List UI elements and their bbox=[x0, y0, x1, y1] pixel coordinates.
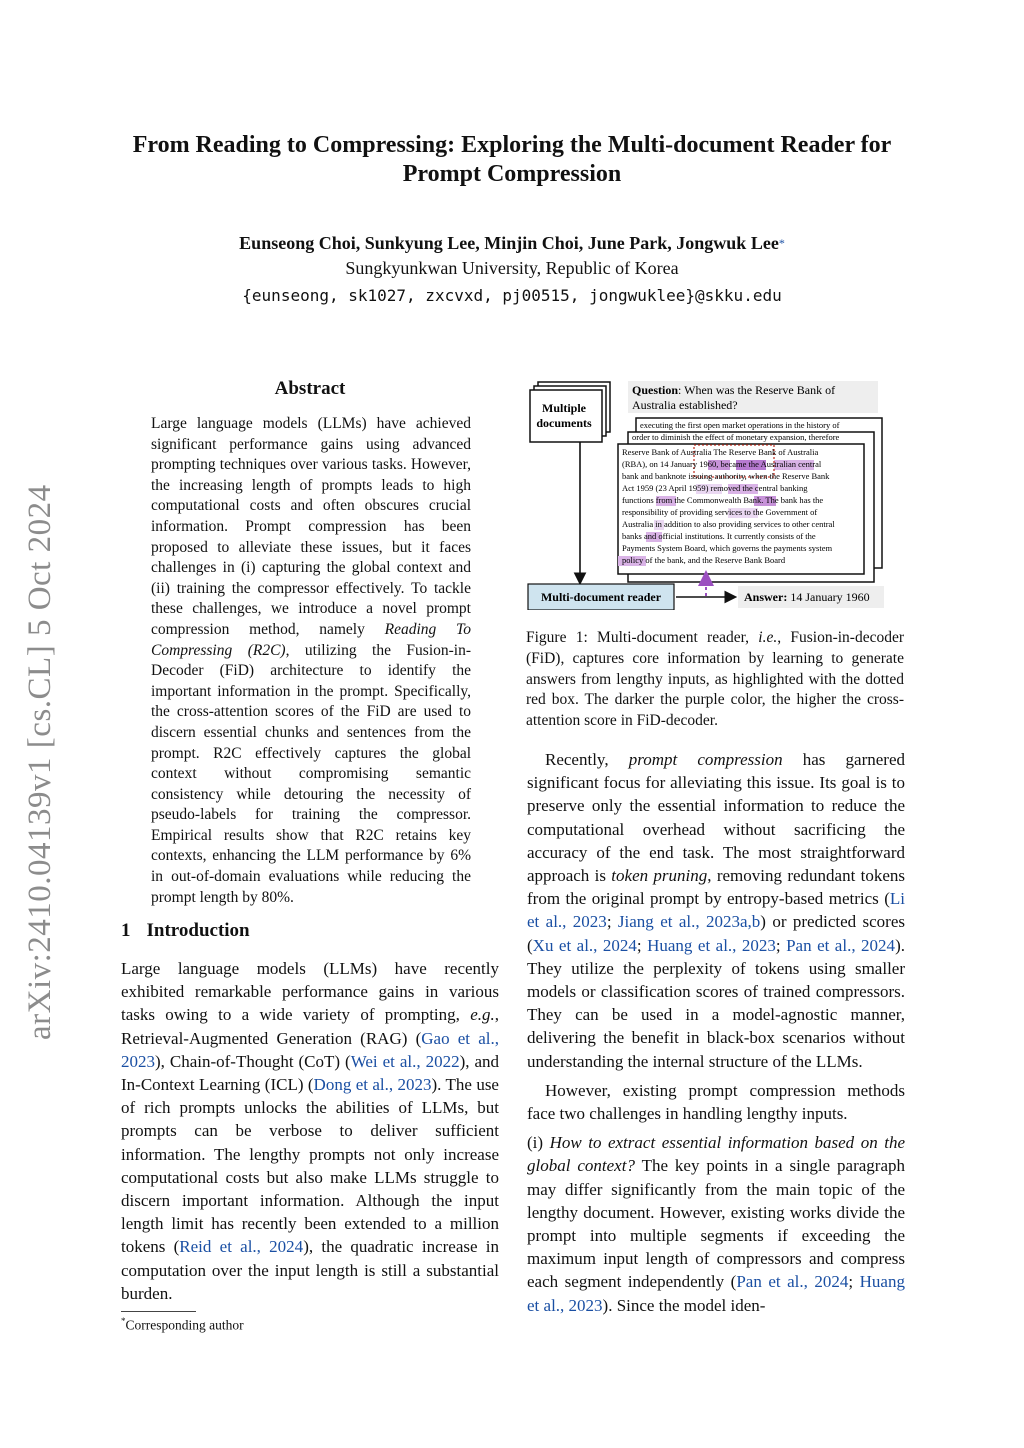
corresponding-author-mark: * bbox=[778, 236, 785, 250]
question-text: Question: When was the Reserve Bank of bbox=[632, 383, 836, 397]
citation-link[interactable]: Reid et al., 2024 bbox=[179, 1237, 304, 1257]
answer-text: Answer: 14 January 1960 bbox=[744, 590, 870, 604]
introduction-body: Large language models (LLMs) have recently exhibited remarkable performance gains in various tasks owing to a wide variety of prompting, e.g., Retrieval-Augmented Generation (RAG) (Gao et al., 2023), Chain-of-Thought (CoT) (Wei et al., 2022), and In-Context Learning (ICL) (Dong et al., 2023). The use of rich prompts unlocks the abilities of LLMs, but prompts can be verbose to deliver sufficient information. The lengthy prompts not only increase computational costs but also make LLMs struggle to discern important information. Although the input length limit has recently been extended to a million tokens (Reid et al., 2024), the quadratic increase in computation over the input length is still a substantial burden. bbox=[121, 959, 499, 1303]
multiple-documents-label: Multiple bbox=[542, 401, 586, 415]
svg-text:Reserve Bank of Australia The: Reserve Bank of Australia The Reserve Bank of Australia bbox=[622, 447, 819, 457]
right-column-body: Recently, prompt compression has garnered significant focus for alleviating this issue. Its goal is to preserve only the essential information to reduce the computational overhead without sacrificing the accuracy of the end task. The most straightforward approach is token pruning, removing redundant tokens from the original prompt by entropy-based metrics (Li et al., 2023; Jiang et al., 2023a,b) or predicted scores (Xu et al., 2024; Huang et al., 2023; Pan et al., 2024). They utilize the perplexity of tokens using smaller models or classification scores of trained compressors. They can be used in a model-agnostic manner, delivering the benefit in black-box scenarios without understanding the internal structure of the LLMs. However, existing prompt compression methods face two challenges in handling lengthy inputs. (i) How to extract essential information based on the global context? The key points in a single paragraph may differ significantly from the main topic of the lengthy document. However, existing works divide the prompt into multiple segments if exceeding the maximum input length of compressors and compress each segment independently (Pan et al., 2024; Huang et al., 2023). Since the model iden- bbox=[527, 750, 906, 1315]
footnote-divider bbox=[121, 1311, 196, 1312]
svg-text:(RBA), on 14 January 1960, bec: (RBA), on 14 January 1960, became the Australian central bbox=[622, 459, 822, 469]
figure-1-caption: Figure 1: Multi-document reader, i.e., Fusion-in-decoder (FiD), captures core information by learning to generate answers from lengthy inputs, as highlighted with the dotted red box. The darker the purple color, the higher the cross-attention score in FiD-decoder. bbox=[526, 629, 904, 730]
section-heading-introduction: 1 Introduction bbox=[121, 920, 250, 941]
arxiv-identifier: arXiv:2410.04139v1 [cs.CL] 5 Oct 2024 bbox=[22, 484, 58, 1040]
citation-link[interactable]: Dong et al., 2023 bbox=[313, 1075, 432, 1095]
citation-link[interactable]: Jiang et al., 2023a bbox=[617, 912, 748, 932]
method-name: Reading To Compressing (R2C) bbox=[151, 620, 471, 659]
svg-text:documents: documents bbox=[536, 416, 592, 430]
citation-link[interactable]: Pan et al., 2024 bbox=[736, 1272, 849, 1292]
multi-document-reader-label: Multi-document reader bbox=[540, 590, 662, 604]
citation-link[interactable]: Gao et al., 2023 bbox=[121, 1028, 499, 1071]
svg-text:order to diminish the effect o: order to diminish the effect of monetary expansion, therefore bbox=[632, 432, 840, 442]
svg-text:functions from the Commonwealt: functions from the Commonwealth Bank. The bank has the bbox=[622, 495, 824, 505]
svg-text:executing the first open marke: executing the first open market operations in the history of bbox=[640, 420, 840, 430]
svg-text:Australia established?: Australia established? bbox=[632, 398, 738, 412]
affiliation: Sungkyunkwan University, Republic of Korea bbox=[345, 258, 679, 278]
citation-link[interactable]: Huang et al., 2023 bbox=[647, 935, 776, 955]
multiple-documents-icon bbox=[530, 382, 610, 442]
citation-link[interactable]: b bbox=[751, 912, 761, 932]
citation-link[interactable]: Huang et al., 2023 bbox=[527, 1272, 905, 1315]
author-block bbox=[110, 231, 914, 308]
svg-text:Act 1959 (23 April 1959) remov: Act 1959 (23 April 1959) removed the central banking bbox=[622, 483, 808, 493]
citation-link[interactable]: Wei et al., 2022 bbox=[350, 1051, 460, 1071]
paper-title: From Reading to Compressing: Exploring the Multi-document Reader for Prompt Compression bbox=[132, 132, 892, 187]
author-emails: {eunseong, sk1027, zxcvxd, pj00515, jongwuklee}@skku.edu bbox=[242, 286, 782, 305]
svg-text:responsibility of providing se: responsibility of providing services to the Government of bbox=[622, 507, 818, 517]
svg-text:policy of the bank, and the Re: policy of the bank, and the Reserve Bank Board bbox=[622, 555, 786, 565]
citation-link[interactable]: Li et al., 2023 bbox=[527, 889, 905, 932]
citation-link[interactable]: Xu et al., 2024 bbox=[532, 935, 637, 955]
abstract-body: Large language models (LLMs) have achieved significant performance gains using advanced prompting techniques over various tasks. However, the increasing length of prompts leads to high computational costs and often obscures crucial information. Prompt compression has been proposed to alleviate these issues, but it faces challenges in (i) capturing the global context and (ii) training the compressor effectively. To tackle these challenges, we introduce a novel prompt compression method, namely Reading To Compressing (R2C), utilizing the Fusion-in-Decoder (FiD) architecture to identify the important information in the prompt. Specifically, the cross-attention scores of the FiD are used to discern essential chunks and sentences from the prompt. R2C effectively captures the global context without compromising semantic consistency while detouring the necessity of pseudo-labels for training the compressor. Empirical results show that R2C retains key contexts, enhancing the LLM performance by 6% in out-of-domain evaluations while reducing the prompt length by 80%. bbox=[151, 415, 471, 906]
svg-text:Australia in addition to also: Australia in addition to also providing services to other central bbox=[622, 519, 835, 529]
citation-link[interactable]: Pan et al., 2024 bbox=[786, 935, 896, 955]
svg-text:Payments System Board, which g: Payments System Board, which governs the payments system bbox=[622, 543, 833, 553]
figure-1-diagram bbox=[524, 378, 906, 610]
author-names: Eunseong Choi, Sunkyung Lee, Minjin Choi, June Park, Jongwuk Lee bbox=[239, 233, 779, 253]
footnote: *Corresponding author bbox=[121, 1316, 244, 1333]
svg-text:banks and official institution: banks and official institutions. It currently consists of the bbox=[622, 531, 816, 541]
abstract-heading: Abstract bbox=[274, 378, 346, 399]
svg-text:bank and banknote issuing auth: bank and banknote issuing authority, when the Reserve Bank bbox=[622, 471, 830, 481]
